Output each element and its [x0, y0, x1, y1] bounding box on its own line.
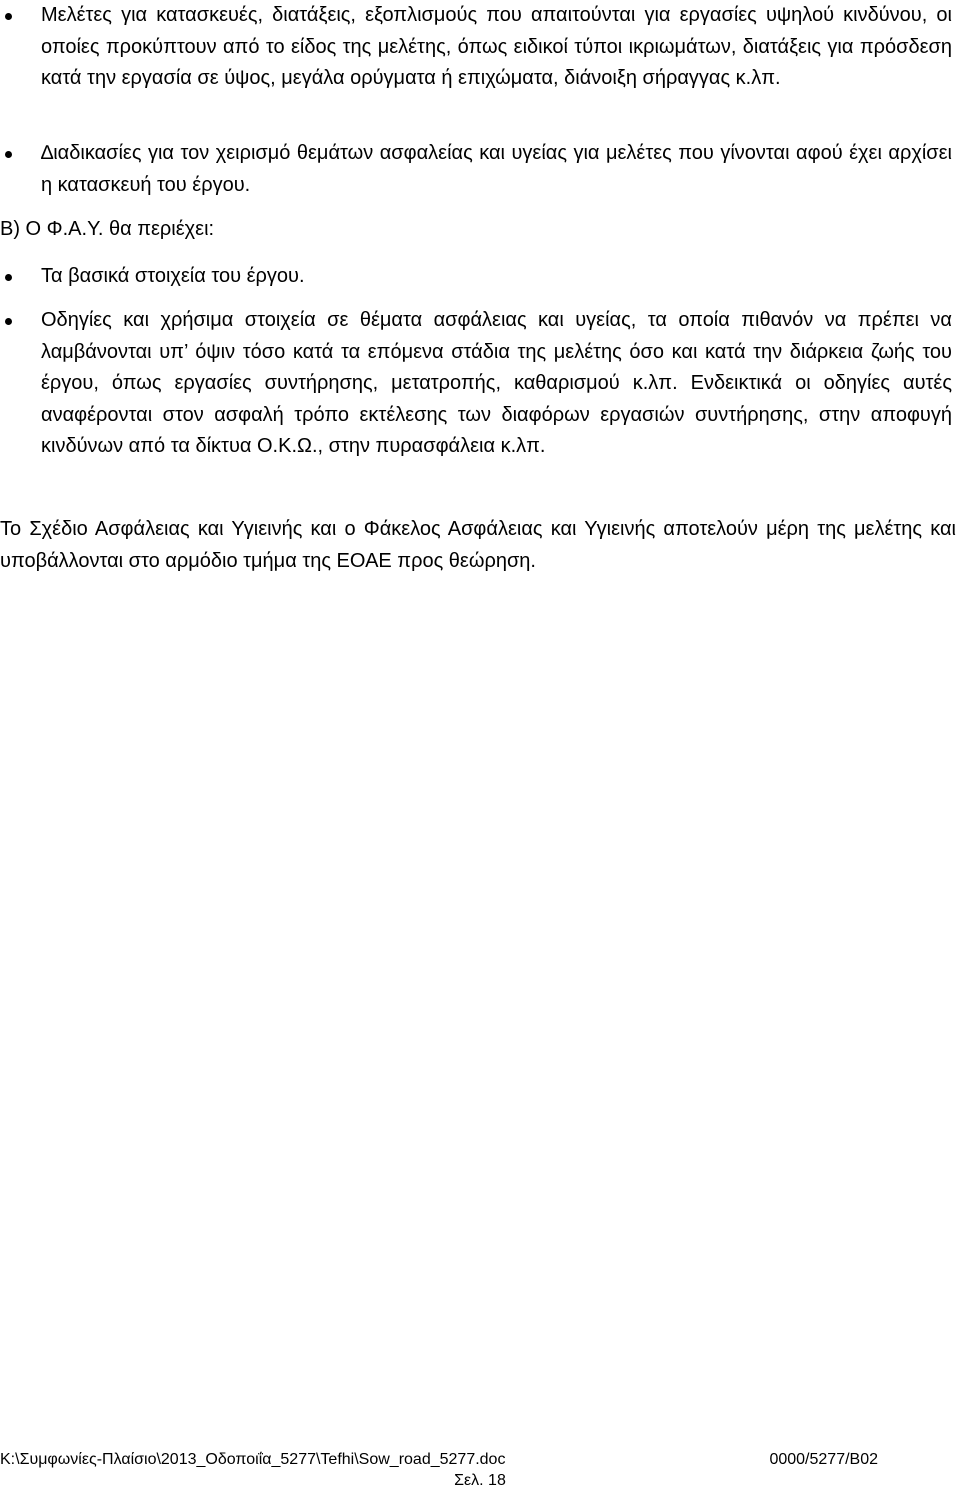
bullet-item-basic-data	[0, 261, 960, 293]
bullet-text: Μελέτες για κατασκευές, διατάξεις, εξοπλισμούς που απαιτούνται για εργασίες υψηλού κινδύνου, οι οποίες προκύπτουν από το είδος της μελέτης, όπως ειδικοί τύποι ικριωμάτων, διατάξεις για πρόσδεση κατά την εργασία σε ύψος, μεγάλα ορύγματα ή επιχώματα, διάνοιξη σήραγγας κ.λπ.	[41, 4, 952, 89]
bullet-item-procedures	[0, 138, 960, 201]
closing-paragraph: Το Σχέδιο Ασφάλειας και Υγιεινής και ο Φάκελος Ασφάλειας και Υγιεινής αποτελούν μέρη της μελέτης και υποβάλλονται στο αρμόδιο τμήμα της ΕΟΑΕ προς θεώρηση.	[0, 518, 956, 572]
bullet-text: ∆ιαδικασίες για τον χειρισμό θεμάτων ασφαλείας και υγείας για μελέτες που γίνονται αφού έχει αρχίσει η κατασκευή του έργου.	[41, 142, 952, 196]
footer-file-path: K:\Συμφωνίες-Πλαίσιο\2013_Οδοποιΐα_5277\Tefhi\Sow_road_5277.doc	[0, 1451, 506, 1468]
bullet-dot-icon	[5, 318, 12, 325]
bullet-dot-icon	[5, 13, 12, 20]
bullet-item-instructions	[0, 305, 960, 463]
section-subheading: Β) Ο Φ.Α.Υ. θα περιέχει:	[0, 218, 215, 240]
footer-doc-code: 0000/5277/B02	[769, 1451, 878, 1468]
bullet-text: Τα βασικά στοιχεία του έργου.	[41, 265, 305, 287]
footer-page-number: Σελ. 18	[454, 1472, 506, 1489]
bullet-text: Οδηγίες και χρήσιμα στοιχεία σε θέματα ασφάλειας και υγείας, τα οποία πιθανόν να πρέπει να λαμβάνονται υπ’ όψιν τόσο κατά τα επόμενα στάδια της μελέτης όσο και κατά την διάρκεια ζωής του έργου, όπως εργασίες συντήρησης, μετατροπής, καθαρισμού κ.λπ. Ενδεικτικά οι οδηγίες αυτές αναφέρονται στον ασφαλή τρόπο εκτέλεσης των διαφόρων εργασιών συντήρησης, στην αποφυγή κινδύνων από τα δίκτυα Ο.Κ.Ω., στην πυρασφάλεια κ.λπ.	[41, 309, 952, 457]
bullet-dot-icon	[5, 151, 12, 158]
bullet-dot-icon	[5, 274, 12, 281]
bullet-item-special-studies	[0, 0, 960, 95]
